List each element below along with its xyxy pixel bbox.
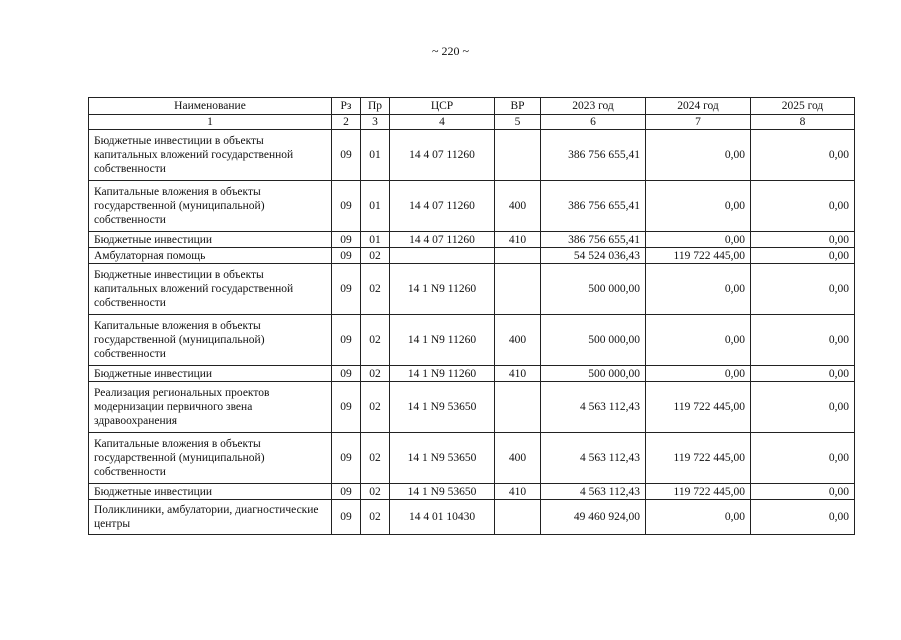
- table-row: [89, 232, 855, 248]
- header-pr: Пр: [361, 98, 390, 115]
- table-row: [89, 484, 855, 500]
- cell-vr: 400: [495, 315, 541, 366]
- cell-2023: 4 563 112,43: [541, 382, 646, 433]
- cell-csr: 14 1 N9 53650: [390, 382, 495, 433]
- cell-2023: 386 756 655,41: [541, 232, 646, 248]
- cell-rz: 09: [332, 433, 361, 484]
- cell-csr: 14 1 N9 53650: [390, 433, 495, 484]
- column-number: 7: [646, 115, 751, 130]
- header-2025: 2025 год: [751, 98, 855, 115]
- cell-name: Поликлиники, амбулатории, диагностические центры: [89, 500, 332, 535]
- cell-2025: 0,00: [751, 264, 855, 315]
- cell-2024: 0,00: [646, 500, 751, 535]
- column-number: 8: [751, 115, 855, 130]
- header-row: [89, 98, 855, 115]
- cell-csr: 14 1 N9 53650: [390, 484, 495, 500]
- cell-2025: 0,00: [751, 315, 855, 366]
- cell-2023: 386 756 655,41: [541, 181, 646, 232]
- cell-2025: 0,00: [751, 181, 855, 232]
- cell-2025: 0,00: [751, 130, 855, 181]
- cell-csr: [390, 248, 495, 264]
- cell-vr: 410: [495, 366, 541, 382]
- cell-vr: 400: [495, 433, 541, 484]
- table-row: [89, 248, 855, 264]
- cell-csr: 14 4 07 11260: [390, 130, 495, 181]
- header-csr: ЦСР: [390, 98, 495, 115]
- cell-2024: 119 722 445,00: [646, 484, 751, 500]
- header-2024: 2024 год: [646, 98, 751, 115]
- table-row: [89, 382, 855, 433]
- cell-name: Реализация региональных проектов модернизации первичного звена здравоохранения: [89, 382, 332, 433]
- budget-table: [88, 97, 855, 535]
- table-row: [89, 433, 855, 484]
- cell-name: Капитальные вложения в объекты государственной (муниципальной) собственности: [89, 315, 332, 366]
- cell-2024: 0,00: [646, 264, 751, 315]
- cell-rz: 09: [332, 500, 361, 535]
- cell-2025: 0,00: [751, 500, 855, 535]
- cell-vr: 400: [495, 181, 541, 232]
- column-number: 1: [89, 115, 332, 130]
- cell-name: Бюджетные инвестиции в объекты капитальных вложений государственной собственности: [89, 264, 332, 315]
- cell-name: Бюджетные инвестиции в объекты капитальных вложений государственной собственности: [89, 130, 332, 181]
- cell-pr: 02: [361, 366, 390, 382]
- cell-2023: 54 524 036,43: [541, 248, 646, 264]
- cell-name: Капитальные вложения в объекты государственной (муниципальной) собственности: [89, 181, 332, 232]
- column-number-row: [89, 115, 855, 130]
- table-row: [89, 181, 855, 232]
- cell-2024: 0,00: [646, 181, 751, 232]
- table-row: [89, 264, 855, 315]
- cell-pr: 02: [361, 484, 390, 500]
- cell-vr: 410: [495, 484, 541, 500]
- cell-rz: 09: [332, 232, 361, 248]
- header-rz: Рз: [332, 98, 361, 115]
- cell-rz: 09: [332, 366, 361, 382]
- header-vr: ВР: [495, 98, 541, 115]
- cell-name: Бюджетные инвестиции: [89, 484, 332, 500]
- cell-csr: 14 1 N9 11260: [390, 315, 495, 366]
- table-row: [89, 130, 855, 181]
- cell-2023: 49 460 924,00: [541, 500, 646, 535]
- cell-pr: 01: [361, 181, 390, 232]
- cell-vr: [495, 130, 541, 181]
- column-number: 2: [332, 115, 361, 130]
- cell-pr: 02: [361, 433, 390, 484]
- cell-vr: [495, 264, 541, 315]
- cell-vr: [495, 248, 541, 264]
- cell-rz: 09: [332, 315, 361, 366]
- cell-2024: 0,00: [646, 130, 751, 181]
- cell-2023: 4 563 112,43: [541, 433, 646, 484]
- cell-rz: 09: [332, 484, 361, 500]
- page-number: ~ 220 ~: [432, 44, 469, 58]
- cell-2024: 0,00: [646, 315, 751, 366]
- header-name: Наименование: [89, 98, 332, 115]
- cell-2024: 119 722 445,00: [646, 433, 751, 484]
- cell-2023: 4 563 112,43: [541, 484, 646, 500]
- cell-pr: 01: [361, 232, 390, 248]
- cell-2025: 0,00: [751, 433, 855, 484]
- cell-2025: 0,00: [751, 232, 855, 248]
- table-row: [89, 500, 855, 535]
- cell-csr: 14 4 01 10430: [390, 500, 495, 535]
- cell-pr: 01: [361, 130, 390, 181]
- cell-2023: 500 000,00: [541, 315, 646, 366]
- column-number: 4: [390, 115, 495, 130]
- cell-2024: 119 722 445,00: [646, 382, 751, 433]
- column-number: 5: [495, 115, 541, 130]
- cell-csr: 14 1 N9 11260: [390, 366, 495, 382]
- cell-name: Бюджетные инвестиции: [89, 366, 332, 382]
- cell-csr: 14 1 N9 11260: [390, 264, 495, 315]
- cell-2024: 119 722 445,00: [646, 248, 751, 264]
- cell-pr: 02: [361, 500, 390, 535]
- table-row: [89, 366, 855, 382]
- cell-2023: 500 000,00: [541, 264, 646, 315]
- cell-rz: 09: [332, 181, 361, 232]
- header-2023: 2023 год: [541, 98, 646, 115]
- cell-pr: 02: [361, 315, 390, 366]
- cell-name: Капитальные вложения в объекты государственной (муниципальной) собственности: [89, 433, 332, 484]
- cell-vr: [495, 500, 541, 535]
- column-number: 3: [361, 115, 390, 130]
- cell-2025: 0,00: [751, 484, 855, 500]
- cell-csr: 14 4 07 11260: [390, 181, 495, 232]
- cell-rz: 09: [332, 264, 361, 315]
- cell-name: Амбулаторная помощь: [89, 248, 332, 264]
- cell-2024: 0,00: [646, 366, 751, 382]
- cell-2025: 0,00: [751, 248, 855, 264]
- cell-pr: 02: [361, 264, 390, 315]
- cell-2024: 0,00: [646, 232, 751, 248]
- cell-2025: 0,00: [751, 382, 855, 433]
- cell-2025: 0,00: [751, 366, 855, 382]
- cell-csr: 14 4 07 11260: [390, 232, 495, 248]
- cell-name: Бюджетные инвестиции: [89, 232, 332, 248]
- cell-2023: 500 000,00: [541, 366, 646, 382]
- cell-pr: 02: [361, 382, 390, 433]
- column-number: 6: [541, 115, 646, 130]
- table-row: [89, 315, 855, 366]
- cell-rz: 09: [332, 130, 361, 181]
- cell-2023: 386 756 655,41: [541, 130, 646, 181]
- cell-vr: [495, 382, 541, 433]
- cell-rz: 09: [332, 382, 361, 433]
- cell-vr: 410: [495, 232, 541, 248]
- cell-rz: 09: [332, 248, 361, 264]
- cell-pr: 02: [361, 248, 390, 264]
